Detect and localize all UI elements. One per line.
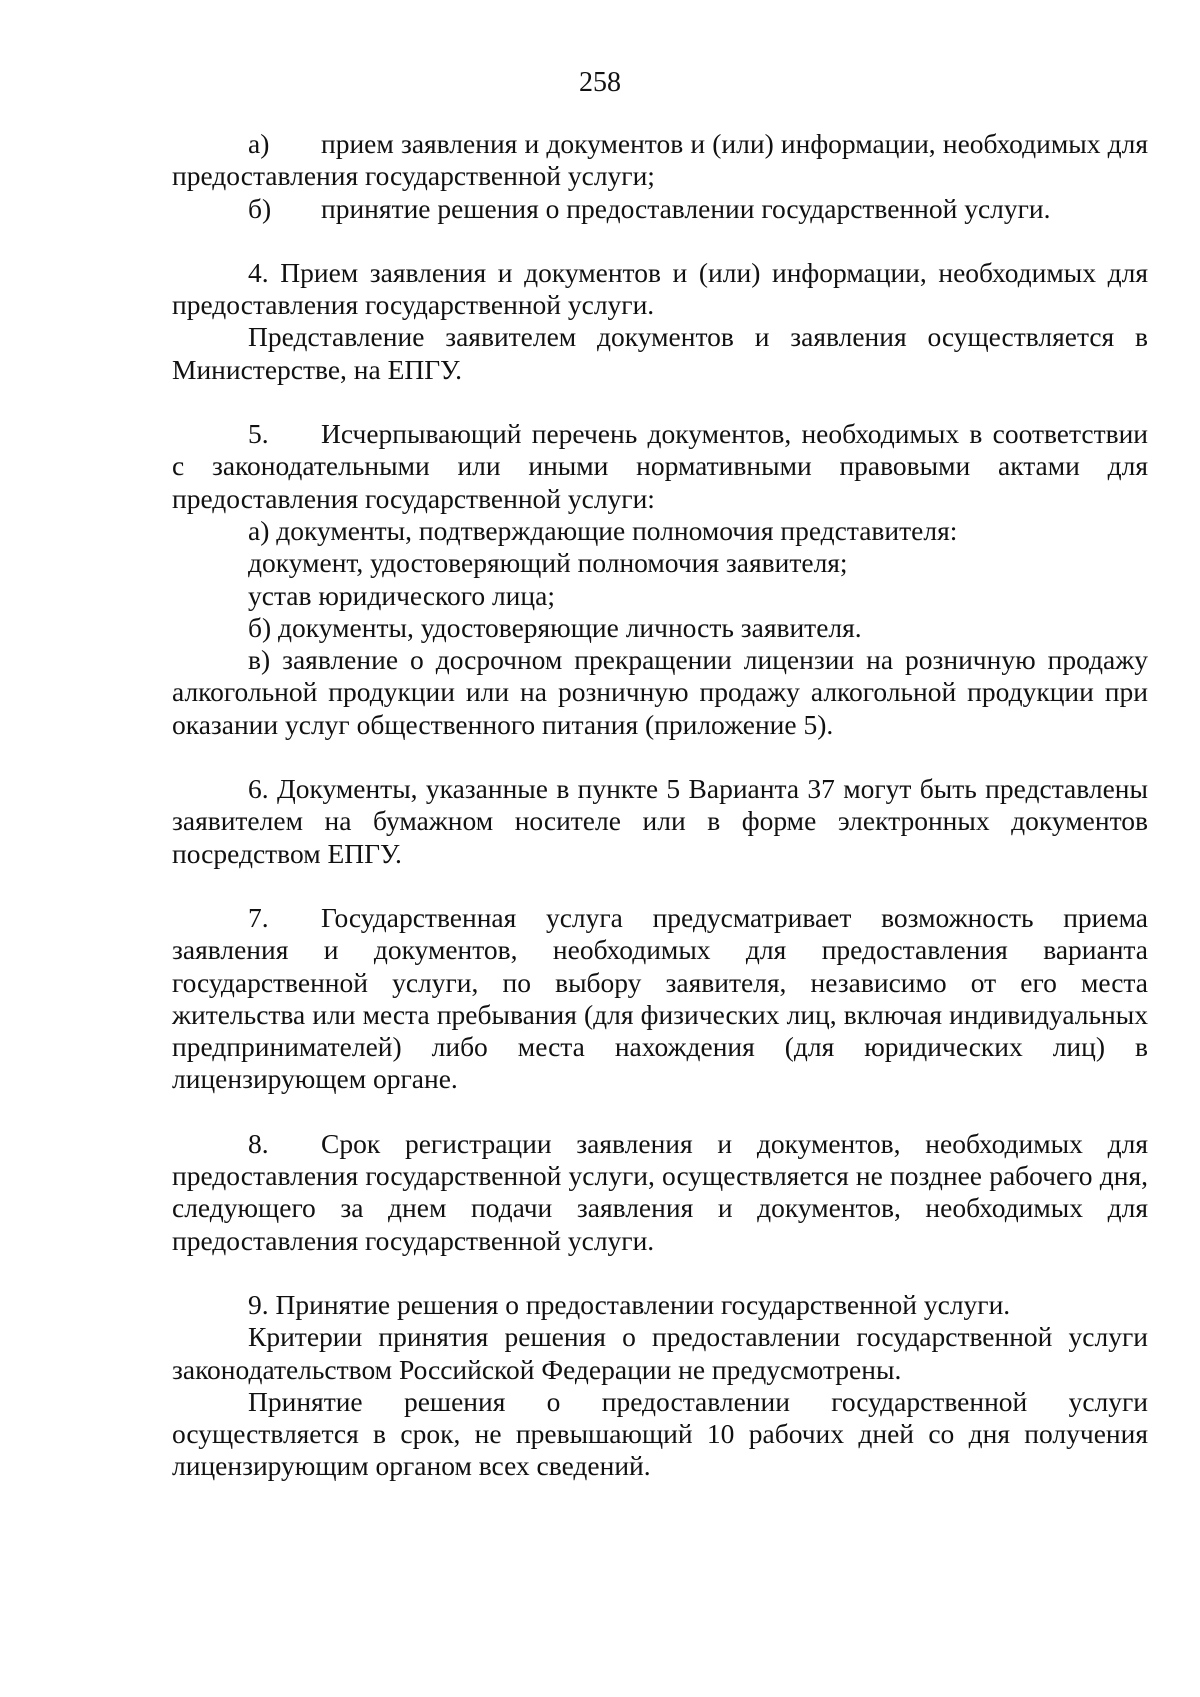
section-5-item: устав юридического лица; <box>248 579 555 611</box>
section-7-text: Государственная услуга предусматривает возможность приема заявления и документов, необходимых для предоставления варианта государственной услуги, по выбору заявителя, независимо от его места жительства или места пребывания (для физических лиц, включая индивидуальных предпринимателей) либо места нахождения (для юридических лиц) в лицензирующем органе. <box>172 901 1148 1095</box>
list-item-text: прием заявления и документов и (или) информации, необходимых для предоставления государственной услуги; <box>172 128 1148 192</box>
section-9-term: Принятие решения о предоставлении государственной услуги осуществляется в срок, не превышающий 10 рабочих дней со дня получения лицензирующим органом всех сведений. <box>172 1385 1148 1482</box>
spacer <box>172 741 1148 773</box>
spacer <box>172 1096 1148 1128</box>
list-item-mark: а) <box>248 128 270 159</box>
list-item-mark: б) <box>248 192 272 224</box>
section-5-title <box>172 418 1148 515</box>
section-8 <box>172 1128 1148 1257</box>
section-4-title: 4. Прием заявления и документов и (или) информации, необходимых для предоставления государственной услуги. <box>172 256 1148 321</box>
list-item <box>172 193 1148 225</box>
section-5-title-text: Исчерпывающий перечень документов, необходимых в соответствии с законодательными или иными нормативными правовыми актами для предоставления государственной услуги: <box>172 418 1148 514</box>
spacer <box>172 386 1148 418</box>
list-item-text: принятие решения о предоставлении государственной услуги. <box>321 192 1051 224</box>
section-5-item: документ, удостоверяющий полномочия заявителя; <box>248 547 848 579</box>
page-number: 258 <box>579 67 621 98</box>
section-5-mark: 5. <box>248 418 269 450</box>
section-4-text: Представление заявителем документов и заявления осуществляется в Министерстве, на ЕПГУ. <box>172 321 1148 385</box>
list-item <box>172 128 1148 193</box>
spacer <box>172 870 1148 902</box>
section-9-criteria: Критерии принятия решения о предоставлении государственной услуги законодательством Российской Федерации не предусмотрены. <box>172 1321 1148 1385</box>
spacer <box>172 225 1148 257</box>
section-8-mark: 8. <box>248 1127 269 1159</box>
section-7 <box>172 902 1148 1096</box>
section-8-text: Срок регистрации заявления и документов, необходимых для предоставления государственной услуги, осуществляется не позднее рабочего дня, следующего за днем подачи заявления и документов, необходимых для предоставления государственной услуги. <box>172 1127 1148 1256</box>
document-body <box>172 128 1148 1483</box>
section-6-text: 6. Документы, указанные в пункте 5 Варианта 37 могут быть представлены заявителем на бумажном носителе или в форме электронных документов посредством ЕПГУ. <box>172 773 1148 869</box>
section-5-item: в) заявление о досрочном прекращении лицензии на розничную продажу алкогольной продукции или на розничную продажу алкогольной продукции при оказании услуг общественного питания (приложение 5). <box>172 644 1148 740</box>
section-7-mark: 7. <box>248 901 269 933</box>
section-5-item: а) документы, подтверждающие полномочия представителя: <box>248 514 958 546</box>
section-9-title: 9. Принятие решения о предоставлении государственной услуги. <box>248 1288 1011 1320</box>
section-5-item: б) документы, удостоверяющие личность заявителя. <box>248 611 862 643</box>
spacer <box>172 1257 1148 1289</box>
